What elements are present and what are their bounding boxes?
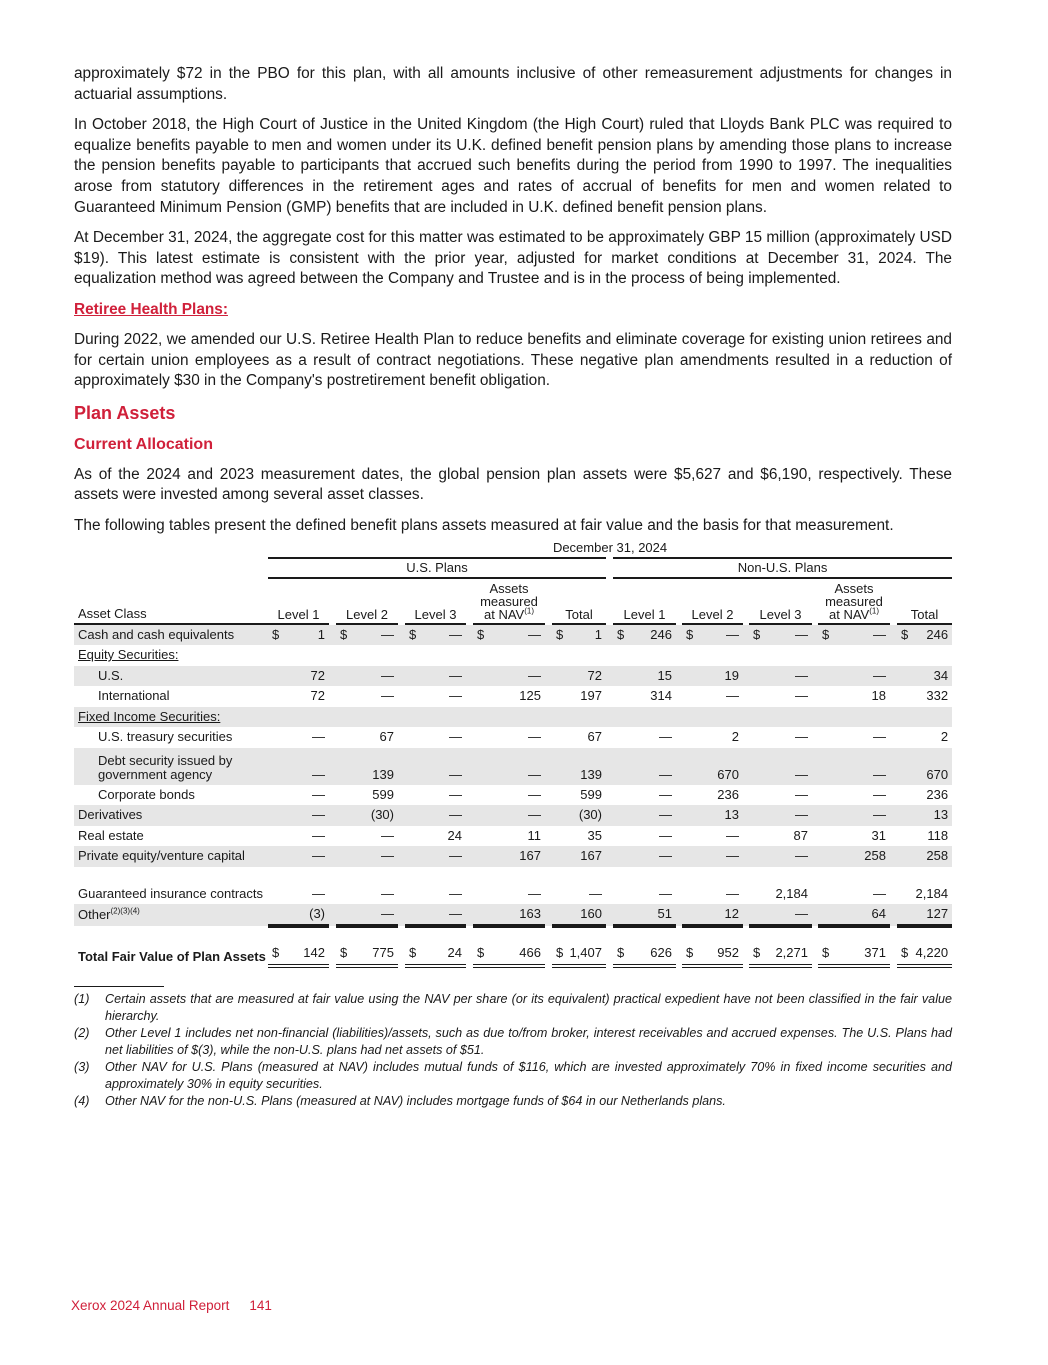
table-row-treasury: U.S. treasury securities — 67 — — 67 — 2 — — 2 [98, 729, 949, 744]
document-page [74, 64, 952, 1110]
footnote-divider [74, 986, 164, 987]
page-footer [71, 1298, 272, 1313]
non-us-level3-header: Level 3 [749, 579, 812, 625]
table-date-header: December 31, 2024 [552, 539, 668, 555]
table-row-guaranteed-insurance: Guaranteed insurance contracts — — — — — — — 2,184 — 2,184 [78, 885, 949, 901]
footnote-4: (4) Other NAV for the non-U.S. Plans (measured at NAV) includes mortgage funds of $64 in our Netherlands plans. [74, 1094, 726, 1108]
non-us-level2-header: Level 2 [682, 579, 743, 625]
paragraph-high-court: In October 2018, the High Court of Justice in the United Kingdom (the High Court) ruled that Lloyds Bank PLC was required to equalize benefits payable to men and women under its U.K. defined benefit pension plans by amending those plans to increase the pension benefits payable to participants that accrued such benefits during the period from 1990 to 1997. The inequalities arose from statutory differences in the retirement ages and rates of accrual of benefits for men and women related to Guaranteed Minimum Pension (GMP) benefits that are included in U.K. defined benefit pension plans. [74, 116, 952, 216]
paragraph-pbo: approximately $72 in the PBO for this plan, with all amounts inclusive of other remeasurement adjustments for changes in actuarial assumptions. [74, 65, 952, 103]
table-row-debt-agency: Debt security issued by government agency — 139 — — 139 — 670 — — 670 [74, 748, 952, 785]
table-row-derivatives: Derivatives — (30) — — (30) — 13 — — 13 [74, 805, 952, 826]
non-us-plans-group-header: Non-U.S. Plans [613, 557, 952, 579]
us-total-header: Total [552, 579, 606, 625]
footnote-3: (3) Other NAV for U.S. Plans (measured at NAV) includes mutual funds of $116, which are invested approximately 70% in fixed income securities and approximately 30% in equity securities. [74, 1060, 952, 1091]
paragraph-gmp-cost: At December 31, 2024, the aggregate cost for this matter was estimated to be approximately GBP 15 million (approximately USD $19). This latest estimate is consistent with the prior year, adjusted for market conditions at December 31, 2024. The equalization method was agreed between the Company and Trustee and is in the process of being implemented. [74, 229, 952, 288]
paragraph-table-intro: The following tables present the defined benefit plans assets measured at fair value and the basis for that measurement. [74, 516, 894, 534]
footnote-2: (2) Other Level 1 includes net non-financial (liabilities)/assets, such as due to/from broker, interest receivables and accrued expenses. The U.S. Plans had net liabilities of $(3), while the non-U.S. plans had net assets of $51. [74, 1026, 952, 1057]
us-level2-header: Level 2 [336, 579, 398, 625]
footnote-1: (1) Certain assets that are measured at fair value using the NAV per share (or its equivalent) practical expedient have not been classified in the fair value hierarchy. [74, 992, 952, 1023]
paragraph-retiree-health: During 2022, we amended our U.S. Retiree Health Plan to reduce benefits and eliminate coverage for existing union retirees and for certain union employees as a result of contract negotiations. These negative plan amendments resulted in a reduction of approximately $30 in the Company's postretirement benefit obligation. [74, 330, 952, 390]
plan-assets-table [74, 539, 952, 969]
page-number: 141 [249, 1298, 272, 1313]
table-row-other: Other$^{(2)(3)(4)}$ (3) — — 163 160 51 12 — 64 127 [74, 904, 952, 927]
table-row-cash: Cash and cash equivalents $ 1 $ — $ — $ — $ 1 $ 246 $ — $ — $ — $ 246 [74, 625, 952, 646]
non-us-total-header: Total [897, 579, 952, 625]
table-row-fixed-income-header: Fixed Income Securities: [74, 707, 952, 728]
paragraph-asset-totals: As of the 2024 and 2023 measurement dates, the global pension plan assets were $5,627 and $6,190, respectively. These assets were invested among several asset classes. [74, 465, 952, 504]
table-row-private-equity: Private equity/venture capital — — — 167 167 — — — 258 258 [74, 846, 952, 867]
us-level1-header: Level 1 [268, 579, 329, 625]
table-row-equity-us: U.S. 72 — — — 72 15 19 — — 34 [74, 666, 952, 687]
current-allocation-heading: Current Allocation [74, 435, 213, 453]
footer-report-title: Xerox 2024 Annual Report [71, 1298, 230, 1313]
table-row-total: Total Fair Value of Plan Assets $ 142 $ 775 $ 24 $ 466 $ 1,407 $ 626 $ 952 $ 2,271 $ 371 $ 4,220 [74, 926, 952, 968]
table-row-equity-international: International 72 — — 125 197 314 — — 18 332 [98, 688, 949, 703]
us-plans-group-header: U.S. Plans [268, 557, 606, 579]
asset-class-header: Asset Class [74, 579, 268, 625]
non-us-level1-header: Level 1 [613, 579, 676, 625]
table-row-corporate-bonds: Corporate bonds — 599 — — 599 — 236 — — 236 [98, 786, 949, 802]
us-nav-header: Assets measured at NAV$^{(1)}$ [473, 579, 545, 625]
retiree-health-plans-heading[interactable]: Retiree Health Plans: [74, 300, 228, 318]
non-us-nav-header: Assets measured at NAV$^{(1)}$ [818, 579, 890, 625]
plan-assets-heading: Plan Assets [74, 402, 176, 423]
table-row-real-estate: Real estate — — 24 11 35 — — 87 31 118 [78, 827, 949, 843]
table-row-equity-header: Equity Securities: [78, 647, 179, 662]
us-level3-header: Level 3 [405, 579, 466, 625]
